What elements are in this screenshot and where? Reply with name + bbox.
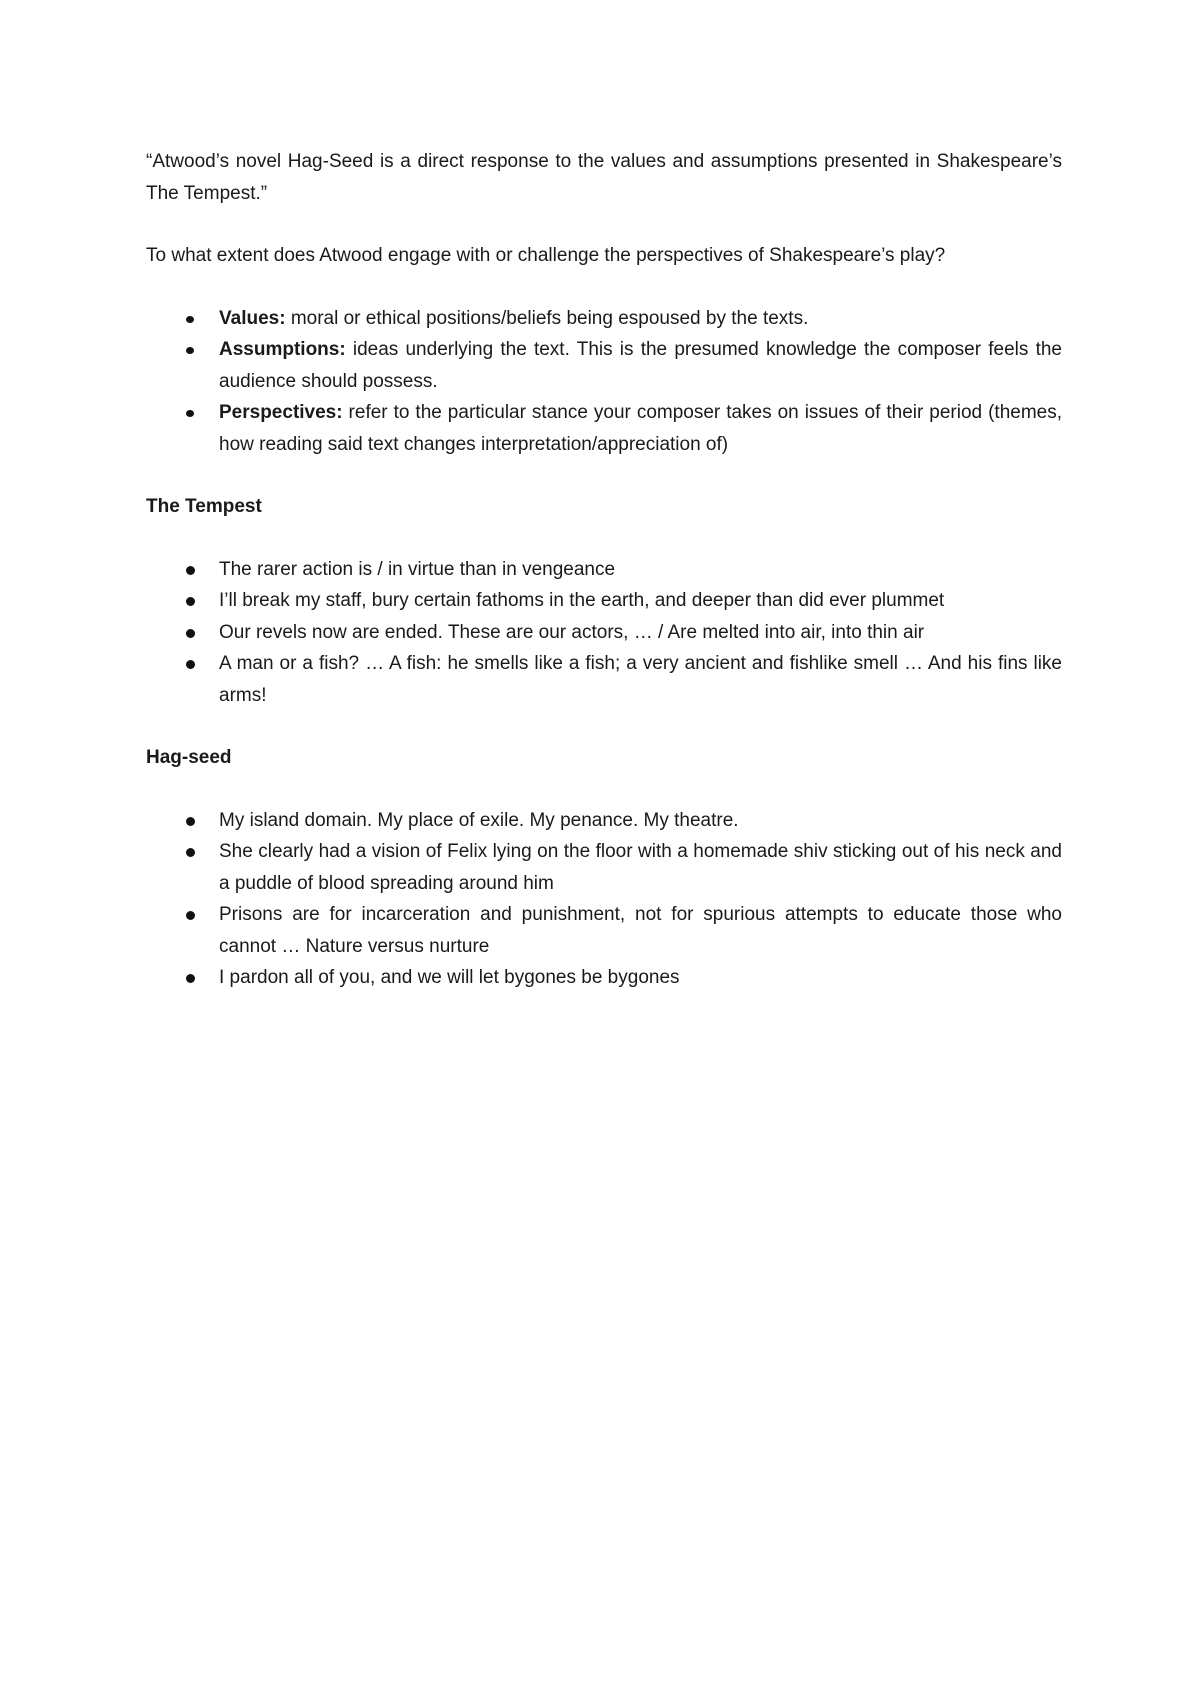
bullet-icon [186,566,195,575]
quote-text: Prisons are for incarceration and punishment, not for spurious attempts to educate those who cannot … Nature versus nurture [219,904,1062,957]
hagseed-quotes-list [146,805,1062,994]
bullet-icon [186,817,195,826]
definition-item [146,397,1062,460]
tempest-quotes-list [146,554,1062,712]
bullet-icon [186,848,195,857]
prompt-quote: “Atwood’s novel Hag-Seed is a direct response to the values and assumptions presented in Shakespeare’s The Tempest.” [146,151,1062,204]
prompt-question: To what extent does Atwood engage with or challenge the perspectives of Shakespeare’s play? [146,245,946,266]
list-item [146,648,1062,711]
section-heading-tempest: The Tempest [146,496,262,517]
definition-item [146,334,1062,397]
definition-term: Perspectives: [219,402,343,423]
list-item [146,899,1062,962]
quote-text: She clearly had a vision of Felix lying on the floor with a homemade shiv sticking out of his neck and a puddle of blood spreading around him [219,841,1062,894]
bullet-icon [186,347,194,354]
list-item [146,554,1062,586]
quote-text: Our revels now are ended. These are our actors, … / Are melted into air, into thin air [219,621,925,643]
list-item [146,585,1062,617]
section-heading-hagseed: Hag-seed [146,747,232,768]
quote-text: The rarer action is / in virtue than in vengeance [219,558,616,580]
bullet-icon [186,410,194,417]
definition-term: Values: [219,307,286,329]
bullet-icon [186,597,195,606]
bullet-icon [186,911,195,920]
definitions-list [146,303,1062,461]
spacer [146,209,1062,240]
definition-text: moral or ethical positions/beliefs being espoused by the texts. [285,307,809,329]
spacer [146,272,1062,303]
list-item [146,617,1062,649]
bullet-icon [186,660,195,669]
list-item [146,805,1062,837]
bullet-icon [186,316,194,323]
quote-text: I’ll break my staff, bury certain fathoms in the earth, and deeper than did ever plummet [219,590,945,611]
spacer [146,774,1062,805]
definition-item [146,303,1062,335]
quote-text: My island domain. My place of exile. My penance. My theatre. [219,809,739,831]
definition-text: ideas underlying the text. This is the presumed knowledge the composer feels the audience should possess. [219,339,1062,392]
spacer [146,523,1062,554]
bullet-icon [186,974,195,983]
spacer [146,460,1062,491]
document-page [146,146,1062,994]
spacer [146,711,1062,742]
definition-text: refer to the particular stance your composer takes on issues of their period (themes, how reading said text changes interpretation/appreciation of) [219,402,1062,455]
quote-text: A man or a fish? … A fish: he smells like a fish; a very ancient and fishlike smell … And his fins like arms! [219,653,1062,706]
bullet-icon [186,629,195,638]
list-item [146,836,1062,899]
quote-text: I pardon all of you, and we will let bygones be bygones [219,967,680,988]
definition-term: Assumptions: [219,339,346,360]
list-item [146,962,1062,994]
